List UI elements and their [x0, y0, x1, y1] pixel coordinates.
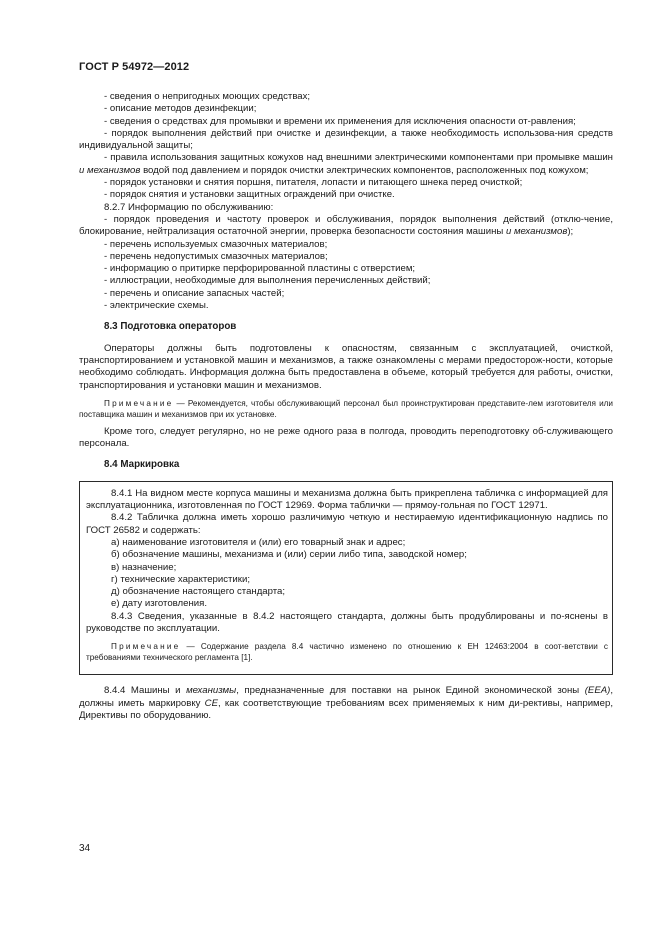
note-label: Примечание — [104, 398, 174, 408]
note — [79, 398, 613, 420]
list-item: е) дату изготовления. — [111, 598, 208, 610]
list-item: - сведения о непригодных моющих средствах; — [79, 91, 613, 103]
text-span: ); — [567, 226, 574, 238]
section-heading-8-4: 8.4 Маркировка — [104, 459, 180, 471]
list-item: - иллюстрации, необходимые для выполнения перечисленных действий; — [79, 275, 613, 287]
paragraph-842: 8.4.2 Табличка должна иметь хорошо различимую четкую и нестираемую идентификационную надпись по ГОСТ 26582 и содержать: — [86, 512, 608, 536]
text-span: , должны иметь маркировку — [79, 685, 613, 709]
list-item: - порядок выполнения действий при очистке и дезинфекции, а также необходимость использова-ния средств индивидуальной защиты; — [79, 128, 613, 153]
text-span: 8.4.4 Машины и — [104, 685, 187, 697]
note-label: Примечание — [111, 642, 181, 652]
section-heading-8-3: 8.3 Подготовка операторов — [104, 321, 237, 333]
page-number: 34 — [79, 843, 91, 854]
list-item — [79, 214, 613, 239]
paragraph: Кроме того, следует регулярно, но не реже одного раза в полгода, проводить переподготовку об-служивающего персонала. — [79, 425, 613, 450]
text-span: порядок проведения и частоту проверок и обслуживания, порядок выполнения действий (отклю-чение, блокирование, нейтрализация остаточной энергии, проверка безопасности состояния машины — [79, 213, 613, 238]
italic-text: механизмы — [186, 685, 237, 697]
text-span: правила использования защитных кожухов над внешними электрическими компонентами при промывке машин — [110, 152, 613, 164]
list-item: - сведения о средствах для промывки и времени их применения для исключения опасности от-равления; — [79, 116, 613, 128]
list-item: - описание методов дезинфекции; — [79, 103, 613, 115]
note-text: — Содержание раздела 8.4 частично изменено по отношению к ЕН 12463:2004 в соот-ветствии с требованиями технического регламента [1]. — [86, 642, 608, 663]
subsection-827: 8.2.7 Информацию по обслуживанию: — [104, 201, 274, 213]
paragraph-841: 8.4.1 На видном месте корпуса машины и механизма должна быть прикреплена табличка с информацией для эксплуатационника, изготовленная по ГОСТ 12969. Форма таблички — прямоу-гольная по ГОСТ 12971. — [86, 487, 608, 512]
list-item: - электрические схемы. — [79, 300, 613, 312]
page-content — [79, 91, 613, 722]
list-item: а) наименование изготовителя и (или) его товарный знак и адрес; — [111, 536, 406, 548]
list-item: - перечень и описание запасных частей; — [79, 288, 613, 300]
list-item: г) технические характеристики; — [111, 573, 251, 585]
italic-text: (EEA) — [584, 685, 611, 697]
list-item: б) обозначение машины, механизма и (или) серии либо типа, заводской номер; — [111, 549, 467, 561]
framed-text-box — [79, 481, 613, 676]
note-text: — Рекомендуется, чтобы обслуживающий персонал был проинструктирован представите-лем изготовителя или поставщика машин и механизмов при их установке. — [79, 398, 613, 419]
italic-text: и механизмов — [505, 226, 568, 238]
paragraph-844 — [79, 685, 613, 722]
paragraph: Операторы должны быть подготовлены к опасностям, связанным с эксплуатацией, очисткой, транспортированием и установкой машин и механизмов, а также ознакомлены с мерами предосторож-ности, которые необходимо соблюдать. Информация должна быть предоставлена в объеме, который требуется для работы, очистки, транспортирования и установки машин и механизмов. — [79, 342, 613, 391]
list-item: - перечень недопустимых смазочных материалов; — [79, 251, 613, 263]
list-item: - порядок установки и снятия поршня, питателя, лопасти и питающего шнека перед очисткой; — [79, 177, 613, 189]
list-item — [79, 152, 613, 177]
list-item: - перечень используемых смазочных материалов; — [79, 239, 613, 251]
list-item: - информацию о притирке перфорированной пластины с отверстием; — [79, 263, 613, 275]
list-item: - порядок снятия и установки защитных ограждений при очистке. — [79, 189, 613, 201]
paragraph-843: 8.4.3 Сведения, указанные в 8.4.2 настоящего стандарта, должны быть продублированы и по-яснены в руководстве по эксплуатации. — [86, 610, 608, 634]
document-header: ГОСТ Р 54972—2012 — [79, 61, 190, 73]
note — [86, 641, 608, 663]
text-span: водой под давлением и порядок очистки электрических компонентов, расположенных под кожухом; — [140, 164, 589, 176]
list-item: в) назначение; — [111, 561, 177, 573]
text-span: , как соответствующие требованиям всех применяемых к ним ди-рективы, например, Директивы по оборудованию. — [79, 697, 613, 721]
italic-text: CE — [204, 697, 218, 709]
list-item: д) обозначение настоящего стандарта; — [111, 586, 286, 598]
text-span: , предназначенные для поставки на рынок Единой экономической зоны — [236, 685, 585, 697]
italic-text: и механизмов — [79, 164, 141, 176]
